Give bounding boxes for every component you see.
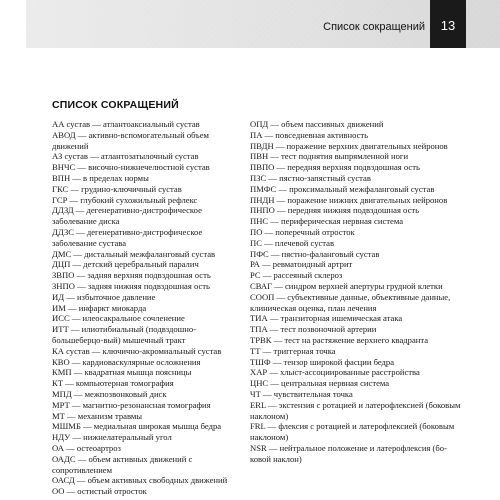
abbreviation-entry: ДДЗС — дегенеративно-дистрофическое заболевание сустава [52,226,203,248]
abbreviation-entry: ВПН — в пределах нормы [52,172,149,183]
abbreviation-entry: КТ — компьютерная томография [52,378,174,389]
abbreviation-entry: СВАГ — синдром верхней апертуры грудной клетки [250,280,443,291]
abbreviation-entry: ПА — повседневная активность [250,129,369,140]
abbreviation-entry: КВО — кардиоваскулярные осложнения [52,356,201,367]
abbreviation-entry: ИМ — инфаркт миокарда [52,302,147,313]
abbreviation-entry: СООП — субъективные данные, объективные данные, клиническая оценка, план лечения [250,291,451,313]
abbreviation-entry: ПЗС — пястно-запястный сустав [250,172,371,183]
abbreviation-entry: ДМС — дистальный межфаланговый сустав [52,248,216,259]
abbreviation-entry: НДУ — нижнелатеральный угол [52,432,172,443]
abbreviation-entry: ПВН — тест поднятия выпрямленной ноги [250,151,409,162]
abbreviation-entry: ЧТ — чувствительная точка [250,388,353,399]
abbreviation-entry: ПО — поперечный отросток [250,226,355,237]
abbreviation-entry: ТПА — тест позвоночной артерии [250,324,377,335]
running-header [26,0,500,48]
abbreviation-entry: МТ — механизм травмы [52,410,143,421]
abbreviation-entry: РА — ревматоидный артрит [250,259,353,270]
abbreviation-entry: ИСС — илеосакральное сочленение [52,313,185,324]
abbreviations-column-right [250,119,462,465]
abbreviation-entry: FRL — флексия с ротацией и латерофлексией (боковым наклоном) [250,421,455,443]
abbreviation-entry: ОАСД — объем активных свободных движений [52,475,228,486]
abbreviation-entry: ДЦП — детский церебральный паралич [52,259,199,270]
abbreviation-entry: ПНДН — поражение нижних двигательных нейронов [250,194,448,205]
abbreviation-entry: ПС — плечевой сустав [250,237,335,248]
abbreviation-entry: ЦНС — центральная нервная система [250,378,390,389]
abbreviation-entry: ТШФ — тензор широкой фасции бедра [250,356,395,367]
abbreviation-entry: РС — рассеяный склероз [250,270,343,281]
abbreviation-entry: ПНПО — передняя нижняя подвздошная ость [250,205,420,216]
page-number: 13 [440,18,456,33]
abbreviation-entry: ОО — остистый отросток [52,486,147,497]
abbreviation-entry: МШМБ — медиальная широкая мышца бедра [52,421,222,432]
abbreviation-entry: КМП — квадратная мышца поясницы [52,367,192,378]
abbreviation-entry: NSR — нейтральное положение и латерофлексия (бо-ковой наклон) [250,442,447,464]
abbreviation-entry: АА сустав — атлантоаксиальный сустав [52,119,200,129]
abbreviation-entry: АЗ сустав — атлантозатылочный сустав [52,151,199,162]
abbreviation-entry: ТТ — триггерная точка [250,345,336,356]
abbreviations-column-left [52,119,242,497]
abbreviation-entry: ПНС — периферическая нервная система [250,216,404,227]
abbreviation-entry: ГКС — грудино-ключичный сустав [52,183,182,194]
abbreviation-entry: МРТ — магнитно-резонансная томография [52,399,211,410]
abbreviation-entry: ХАР — хлыст-ассоциированные расстройства [250,367,420,378]
abbreviation-entry: ОАДС — объем активных движений с сопротивлением [52,453,193,475]
abbreviation-entry: ЗВПО — задняя верхняя подвздошная ость [52,270,211,281]
abbreviation-entry: ПВДН — поражение верхних двигательных нейронов [250,140,448,151]
running-title: Список сокращений [323,21,425,33]
abbreviation-entry: ДДЗД — дегенеративно-дистрофическое заболевание диска [52,205,202,227]
abbreviation-entry: ТРВК — тест на растяжение верхнего квадранта [250,334,429,345]
abbreviation-entry: ПМФС — проксимальный межфаланговый сустав [250,183,435,194]
abbreviation-entry: ОПД — объем пассивных движений [250,119,384,129]
abbreviation-entry: ЗНПО — задняя нижняя подвздошная ость [52,280,210,291]
abbreviation-entry: ПВПО — передняя верхняя подвздошная ость [250,162,420,173]
abbreviation-entry: МПД — межпозвонковый диск [52,388,167,399]
section-heading: СПИСОК СОКРАЩЕНИЙ [52,99,179,111]
abbreviation-entry: ГСР — глубокий сухожильный рефлекс [52,194,198,205]
abbreviation-entry: ОА — остеоартроз [52,442,121,453]
abbreviation-entry: АВОД — активно-вспомогательный объем движений [52,129,209,151]
page-number-box [430,0,466,48]
abbreviation-entry: ERL — экстензия с ротацией и латерофлексией (боковым наклоном) [250,399,461,421]
abbreviation-entry: ВНЧС — височно-нижнечелюстной сустав [52,162,210,173]
abbreviation-entry: ПФС — пястно-фаланговый сустав [250,248,380,259]
abbreviation-entry: ИД — избыточное давление [52,291,156,302]
abbreviation-entry: КА сустав — ключично-акромиальный сустав [52,345,222,356]
abbreviation-entry: ТИА — транзиторная ишемическая атака [250,313,403,324]
abbreviation-entry: ИТТ — илиотибиальный (подвздошно-большеберцо-вый) мышечный тракт [52,324,197,345]
